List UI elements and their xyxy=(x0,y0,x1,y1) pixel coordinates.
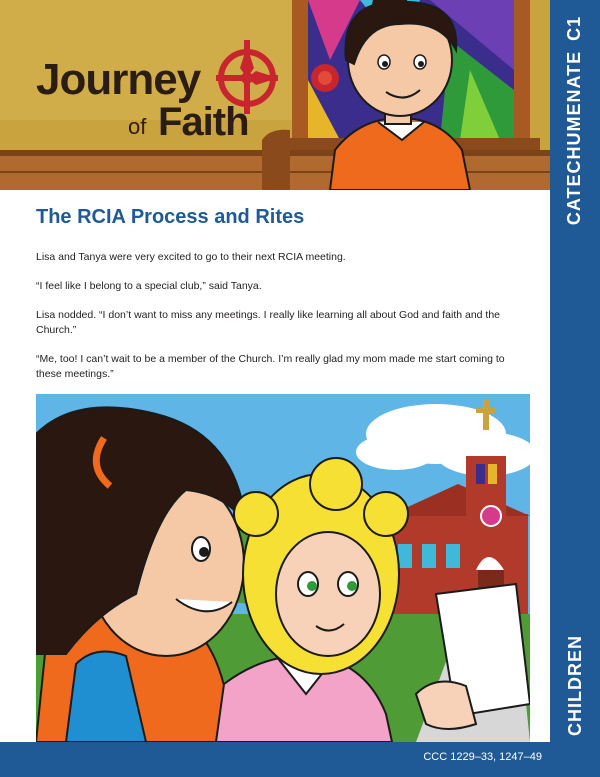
story-paragraph: “Me, too! I can’t wait to be a member of the Church. I’m really glad my mom made me start coming to these meetings.” xyxy=(36,353,505,380)
sidebar xyxy=(550,0,600,777)
sidebar-lesson-code: C1 xyxy=(564,15,585,41)
catechism-reference: CCC 1229–33, 1247–49 xyxy=(423,751,542,763)
lesson-title: The RCIA Process and Rites xyxy=(36,206,305,228)
logo-word-journey: Journey xyxy=(36,55,201,104)
story-paragraph: Lisa nodded. “I don’t want to miss any meetings. I really like learning all about God and faith and the Church.” xyxy=(36,309,501,336)
sidebar-top-label: CATECHUMENATE xyxy=(564,50,585,225)
story-text xyxy=(36,250,532,396)
sidebar-bottom xyxy=(550,620,600,750)
sidebar-top xyxy=(550,0,600,240)
footer-bar xyxy=(0,742,600,777)
header-illustration xyxy=(0,0,550,190)
sidebar-section-label xyxy=(565,15,586,224)
logo-word-faith: Faith xyxy=(158,100,249,144)
story-illustration xyxy=(36,394,530,742)
journey-of-faith-logo xyxy=(36,52,286,152)
logo-word-of: of xyxy=(128,114,147,139)
story-paragraph: “I feel like I belong to a special club,” said Tanya. xyxy=(36,280,262,292)
sidebar-bottom-label: CHILDREN xyxy=(564,634,585,736)
story-paragraph: Lisa and Tanya were very excited to go to their next RCIA meeting. xyxy=(36,251,346,263)
